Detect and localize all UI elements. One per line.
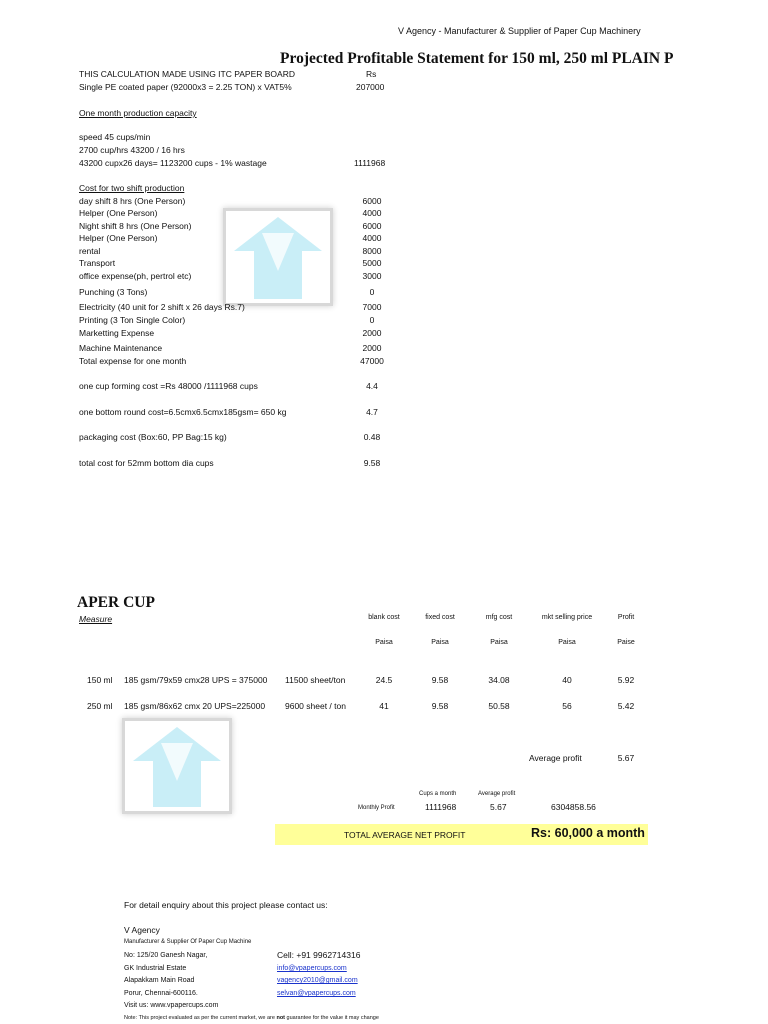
net-profit-label: TOTAL AVERAGE NET PROFIT: [344, 830, 466, 840]
cell-number: Cell: +91 9962714316: [277, 950, 361, 960]
col-header: blank cost: [368, 614, 400, 621]
email-link[interactable]: vagency2010@gmail.com: [277, 977, 358, 984]
row-mkt: 56: [562, 701, 572, 711]
cost-label: day shift 8 hrs (One Person): [79, 196, 186, 206]
calc-note: THIS CALCULATION MADE USING ITC PAPER BOARD: [79, 69, 295, 79]
cost-value: 4000: [362, 233, 382, 243]
monthly-total: 6304858.56: [551, 802, 596, 812]
col-unit: Paisa: [558, 639, 576, 646]
net-profit-value: Rs: 60,000 a month: [531, 826, 645, 840]
row-blank: 41: [379, 701, 389, 711]
note-text: Note: This project evaluated as per the current market, we are: [124, 1015, 277, 1021]
cost-label: Electricity (40 unit for 2 shift x 26 days Rs.7): [79, 302, 245, 312]
note-emphasis: not: [276, 1015, 286, 1021]
contact-intro: For detail enquiry about this project please contact us:: [124, 900, 328, 910]
cost-label: Helper (One Person): [79, 208, 158, 218]
capacity-heading: One month production capacity: [79, 108, 197, 118]
col-unit: Paisa: [431, 639, 449, 646]
cost-value: 3000: [362, 271, 382, 281]
address-line: No: 125/20 Ganesh Nagar,: [124, 952, 208, 959]
currency-label: Rs: [366, 69, 377, 79]
row-mfg: 34.08: [488, 675, 510, 685]
capacity-line: 2700 cup/hrs 43200 / 16 hrs: [79, 145, 185, 155]
col-header: fixed cost: [425, 614, 455, 621]
costs-heading: Cost for two shift production: [79, 183, 185, 193]
company-header: V Agency - Manufacturer & Supplier of Paper Cup Machinery: [398, 26, 641, 36]
monthly-avg: 5.67: [490, 802, 507, 812]
paper-value: 207000: [356, 82, 385, 92]
measure-label: Measure: [79, 614, 113, 624]
col-unit: Paisa: [375, 639, 393, 646]
cost-total-label: Total expense for one month: [79, 356, 187, 366]
cost-total-value: 47000: [360, 356, 384, 366]
paper-label: Single PE coated paper (92000x3 = 2.25 TON) x VAT5%: [79, 82, 292, 92]
monthly-header-cups: Cups a month: [419, 791, 457, 797]
row-sheets: 9600 sheet / ton: [285, 701, 346, 711]
per-cup-value: 9.58: [363, 458, 381, 468]
row-fixed: 9.58: [431, 701, 449, 711]
capacity-total-label: 43200 cupx26 days= 1123200 cups - 1% wastage: [79, 158, 267, 168]
col-unit: Paise: [617, 639, 635, 646]
page-title: Projected Profitable Statement for 150 ml, 250 ml PLAIN P: [280, 50, 674, 67]
per-cup-label: one cup forming cost =Rs 48000 /1111968 cups: [79, 381, 258, 391]
logo-icon: [125, 721, 229, 811]
cost-value: 0: [369, 287, 375, 297]
cost-value: 2000: [362, 343, 382, 353]
cost-value: 8000: [362, 246, 382, 256]
monthly-profit-label: Monthly Profit: [358, 805, 395, 811]
monthly-header-avg: Average profit: [478, 791, 516, 797]
monthly-cups: 1111968: [425, 802, 457, 812]
average-profit-value: 5.67: [617, 753, 635, 763]
row-size: 150 ml: [87, 675, 113, 685]
average-profit-label: Average profit: [529, 753, 582, 763]
contact-name: V Agency: [124, 925, 160, 935]
cost-value: 0: [369, 315, 375, 325]
address-line: Porur, Chennai-600116.: [124, 990, 198, 997]
per-cup-label: total cost for 52mm bottom dia cups: [79, 458, 214, 468]
logo-icon: [226, 211, 330, 303]
cost-value: 7000: [362, 302, 382, 312]
note-text: guarantee for the value it may change: [285, 1015, 379, 1021]
watermark-logo-2: [122, 718, 232, 814]
cost-label: Transport: [79, 258, 116, 268]
capacity-total-value: 1111968: [354, 158, 386, 168]
capacity-line: speed 45 cups/min: [79, 132, 151, 142]
cost-value: 5000: [362, 258, 382, 268]
email-link[interactable]: selvan@vpapercups.com: [277, 990, 356, 997]
col-header: Profit: [617, 614, 635, 621]
per-cup-label: packaging cost (Box:60, PP Bag:15 kg): [79, 432, 227, 442]
per-cup-label: one bottom round cost=6.5cmx6.5cmx185gsm= 650 kg: [79, 407, 287, 417]
cost-label: Helper (One Person): [79, 233, 158, 243]
cost-label: Printing (3 Ton Single Color): [79, 315, 186, 325]
cost-label: Machine Maintenance: [79, 343, 163, 353]
col-header: mkt selling price: [541, 614, 593, 621]
cost-label: Marketting Expense: [79, 328, 155, 338]
per-cup-value: 4.7: [366, 407, 378, 417]
row-size: 250 ml: [87, 701, 113, 711]
website-text: Visit us: www.vpapercups.com: [124, 1002, 219, 1009]
cost-label: Night shift 8 hrs (One Person): [79, 221, 192, 231]
cost-value: 4000: [362, 208, 382, 218]
row-spec: 185 gsm/79x59 cmx28 UPS = 375000: [124, 675, 268, 685]
col-unit: Paisa: [490, 639, 508, 646]
cost-value: 2000: [362, 328, 382, 338]
row-sheets: 11500 sheet/ton: [285, 675, 346, 685]
row-mkt: 40: [562, 675, 572, 685]
row-mfg: 50.58: [488, 701, 510, 711]
cost-value: 6000: [362, 221, 382, 231]
row-profit: 5.42: [617, 701, 635, 711]
address-line: Alapakkam Main Road: [124, 977, 195, 984]
per-cup-value: 4.4: [366, 381, 378, 391]
cost-label: rental: [79, 246, 101, 256]
disclaimer-note: [124, 1015, 379, 1021]
address-line: GK Industrial Estate: [124, 965, 187, 972]
watermark-logo: [223, 208, 333, 306]
cost-label: office expense(ph, pertrol etc): [79, 271, 192, 281]
row-profit: 5.92: [617, 675, 635, 685]
email-link[interactable]: info@vpapercups.com: [277, 965, 347, 972]
cost-label: Punching (3 Tons): [79, 287, 148, 297]
contact-tagline: Manufacturer & Supplier Of Paper Cup Machine: [124, 939, 252, 945]
section-title: APER CUP: [77, 594, 155, 611]
row-spec: 185 gsm/86x62 cmx 20 UPS=225000: [124, 701, 266, 711]
net-profit-banner: [275, 824, 648, 845]
row-blank: 24.5: [375, 675, 393, 685]
row-fixed: 9.58: [431, 675, 449, 685]
col-header: mfg cost: [485, 614, 513, 621]
cost-value: 6000: [362, 196, 382, 206]
per-cup-value: 0.48: [363, 432, 381, 442]
